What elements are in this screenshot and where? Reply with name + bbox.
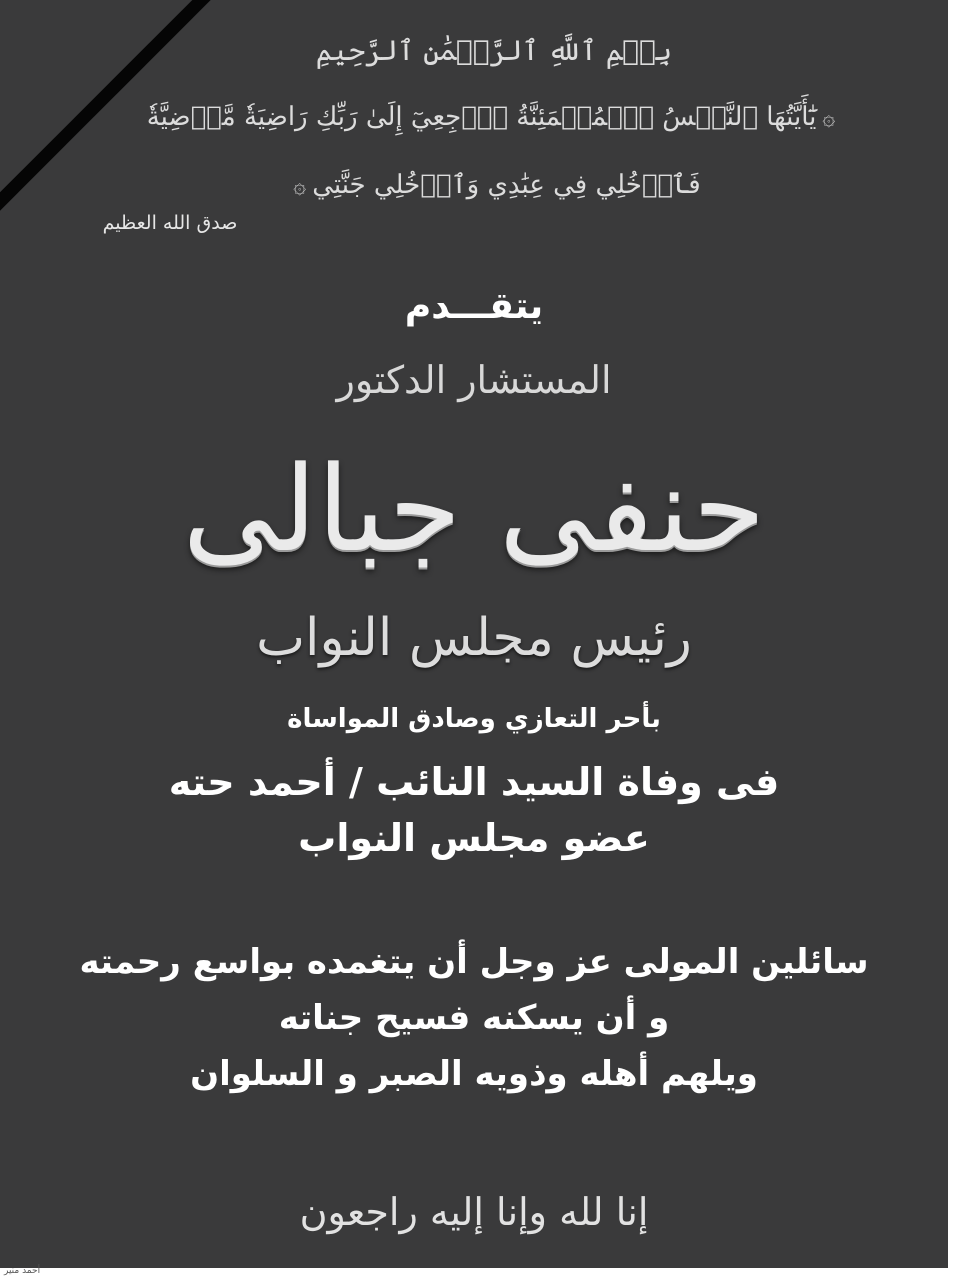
verse-ornament-icon: ۞ (293, 174, 307, 199)
prayer-line-1: سائلين المولى عز وجل أن يتغمده بواسع رحمته (79, 942, 869, 982)
quran-verse-line-1-text: يَٰٓأَيَّتُهَا ٱلنَّفۡسُ ٱلۡمُطۡمَئِنَّةُ ٱرۡجِعِيٓ إِلَىٰ رَبِّكِ رَاضِيَةٗ مَّرۡضِيَّةٗ (146, 102, 817, 132)
quran-verse-line-1 (20, 102, 948, 132)
prayer-line-3: ويلهم أهله وذويه الصبر و السلوان (190, 1054, 758, 1094)
presents-heading: يتقـــدم (404, 286, 544, 327)
quran-verse-line-2-text: فَٱدۡخُلِي فِي عِبَٰدِي وَٱدۡخُلِي جَنَّتِي (312, 170, 701, 200)
verse-ornament-icon: ۞ (822, 106, 836, 131)
sender-name: حنفى جبالى (182, 440, 766, 578)
sender-title: المستشار الدكتور (336, 358, 612, 402)
closing-verse: إنا لله وإنا إليه راجعون (299, 1190, 649, 1234)
sender-position: رئيس مجلس النواب (256, 608, 692, 668)
sadaq-allah: صدق الله العظيم (102, 212, 238, 234)
deceased-position: عضو مجلس النواب (298, 816, 650, 860)
condolence-line: بأحر التعازي وصادق المواساة (287, 704, 661, 734)
bismillah: بِسۡمِ ٱللَّهِ ٱلرَّحۡمَٰنِ ٱلرَّحِيمِ (315, 34, 673, 67)
quran-verse-line-2 (20, 170, 948, 200)
prayer-line-2: و أن يسكنه فسيح جناته (278, 998, 670, 1038)
deceased-line: فى وفاة السيد النائب / أحمد حته (168, 760, 780, 804)
designer-signature: أحمد منير (4, 1266, 41, 1276)
